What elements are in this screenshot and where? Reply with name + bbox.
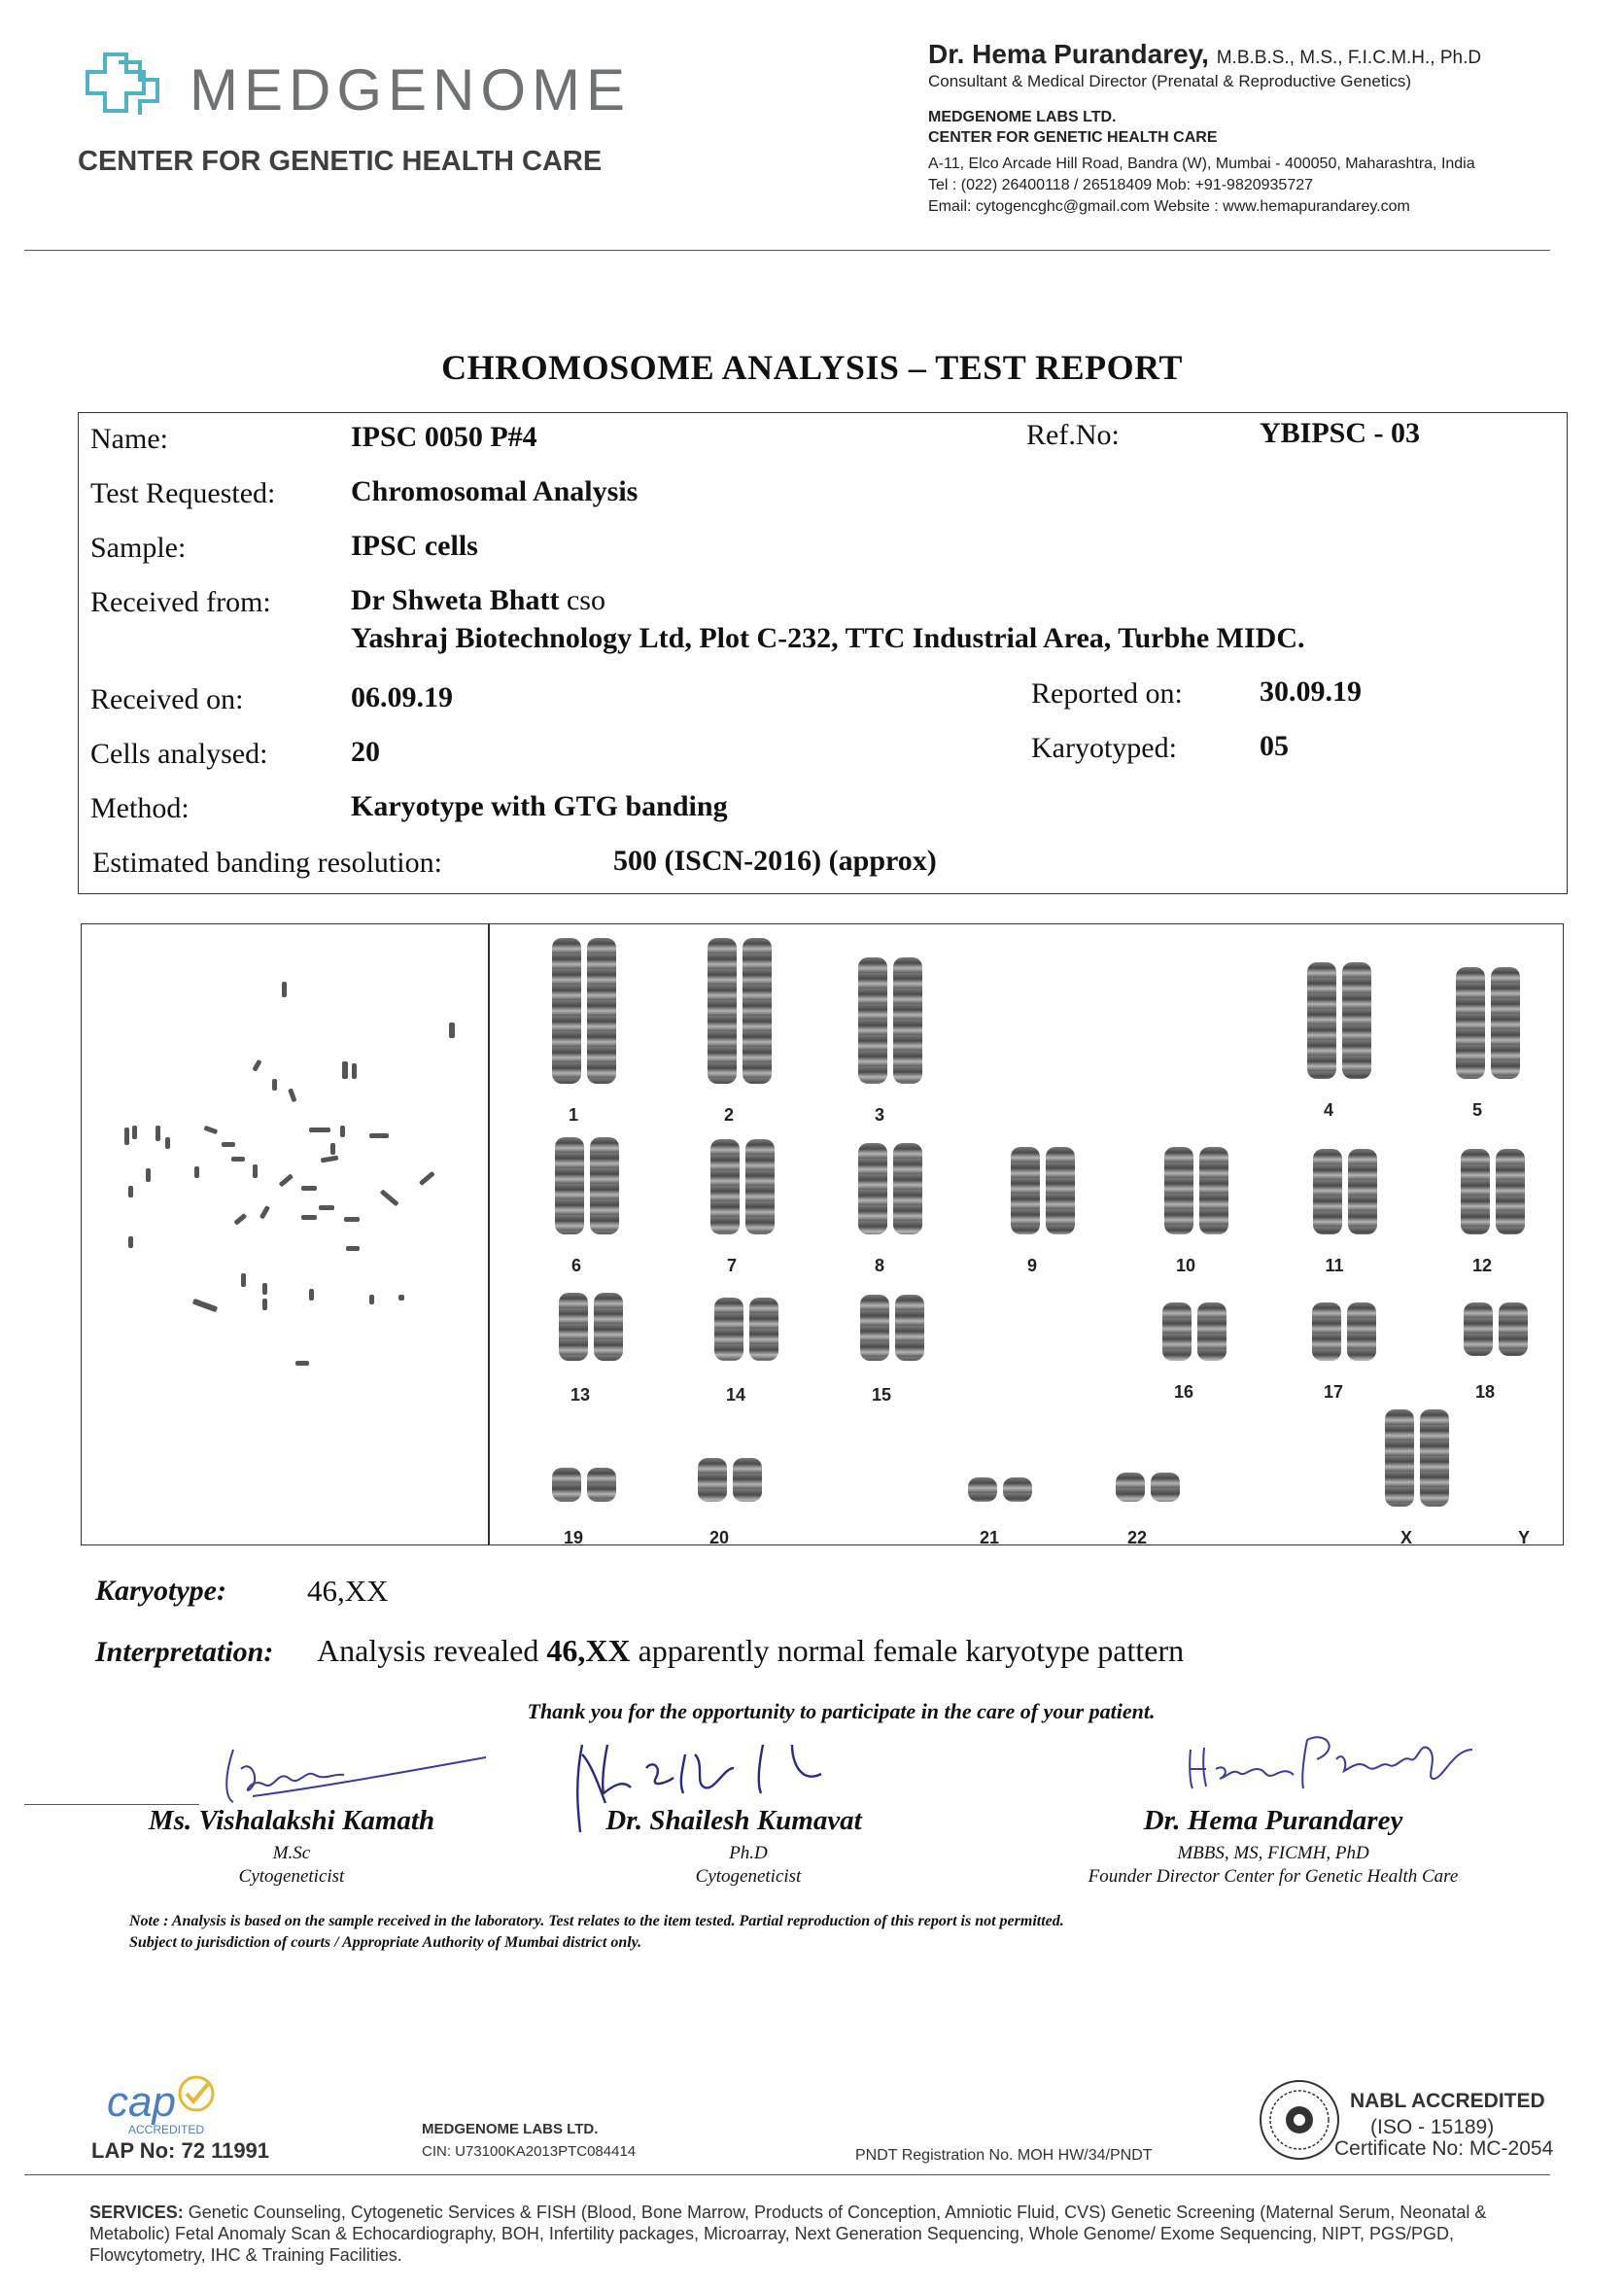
chromosome-label-22: 22 bbox=[1126, 1528, 1148, 1547]
signatory-2-title: Cytogeneticist bbox=[695, 1866, 802, 1887]
thank-you-note: Thank you for the opportunity to participate in the care of your patient. bbox=[527, 1699, 1156, 1723]
chromosome-2-homolog-2 bbox=[743, 938, 772, 1084]
resolution-value: 500 (ISCN-2016) (approx) bbox=[613, 845, 937, 877]
chromosome-3-homolog-1 bbox=[858, 957, 887, 1084]
disclaimer-note-line2: Subject to jurisdiction of courts / Appropriate Authority of Mumbai district only. bbox=[129, 1934, 642, 1951]
header-lab-name: MEDGENOME LABS LTD. bbox=[928, 109, 1117, 125]
chromosome-label-2: 2 bbox=[723, 1105, 734, 1125]
karyotyped-label: Karyotyped: bbox=[1031, 732, 1177, 764]
chromosome-label-3: 3 bbox=[874, 1105, 884, 1125]
chromosome-15-homolog-2 bbox=[895, 1295, 924, 1361]
footer-lab-name: MEDGENOME LABS LTD. bbox=[422, 2121, 599, 2137]
chromosome-label-18: 18 bbox=[1474, 1382, 1496, 1402]
patient-info-box bbox=[78, 412, 1568, 894]
cells-analysed-label: Cells analysed: bbox=[90, 738, 268, 770]
chromosome-2-homolog-1 bbox=[708, 938, 737, 1084]
ref-value: YBIPSC - 03 bbox=[1260, 417, 1421, 449]
chromosome-label-15: 15 bbox=[871, 1385, 892, 1405]
cap-accredited-text: ACCREDITED bbox=[128, 2123, 205, 2136]
chromosome-12-homolog-1 bbox=[1461, 1149, 1490, 1234]
karyotype-label: Karyotype: bbox=[95, 1575, 226, 1607]
chromosome-17-homolog-1 bbox=[1312, 1302, 1341, 1361]
medgenome-logo-icon bbox=[76, 51, 165, 121]
chromosome-20-homolog-2 bbox=[733, 1458, 762, 1502]
header-lab-center: CENTER FOR GENETIC HEALTH CARE bbox=[928, 129, 1218, 146]
doctor-role: Consultant & Medical Director (Prenatal & Reproductive Genetics) bbox=[928, 72, 1411, 90]
nabl-certificate-number: Certificate No: MC-2054 bbox=[1334, 2137, 1554, 2160]
interpretation-text bbox=[317, 1633, 1184, 1669]
services-label: SERVICES: bbox=[89, 2203, 184, 2222]
chromosome-14-homolog-1 bbox=[714, 1298, 743, 1361]
nabl-accredited-title: NABL ACCREDITED bbox=[1350, 2090, 1545, 2112]
chromosome-5-homolog-2 bbox=[1491, 967, 1520, 1079]
signatory-1-title: Cytogeneticist bbox=[238, 1866, 345, 1887]
chromosome-19-homolog-2 bbox=[587, 1468, 616, 1502]
footer-divider bbox=[24, 2174, 1550, 2175]
chromosome-16-homolog-1 bbox=[1162, 1302, 1192, 1361]
received-from-line2: Yashraj Biotechnology Ltd, Plot C-232, TTC Industrial Area, Turbhe MIDC. bbox=[351, 622, 1305, 654]
chromosome-4-homolog-1 bbox=[1307, 962, 1336, 1079]
chromosome-22-homolog-2 bbox=[1151, 1473, 1180, 1502]
chromosome-16-homolog-2 bbox=[1197, 1302, 1227, 1361]
karyogram-divider bbox=[488, 923, 490, 1545]
chromosome-11-homolog-2 bbox=[1348, 1149, 1377, 1234]
cells-analysed-value: 20 bbox=[351, 736, 380, 768]
chromosome-14-homolog-2 bbox=[749, 1298, 778, 1361]
signatory-1-name: Ms. Vishalakshi Kamath bbox=[148, 1805, 435, 1836]
name-value: IPSC 0050 P#4 bbox=[351, 421, 537, 453]
received-on-value: 06.09.19 bbox=[351, 681, 453, 713]
chromosome-label-7: 7 bbox=[726, 1256, 737, 1275]
chromosome-13-homolog-2 bbox=[594, 1293, 623, 1361]
interpretation-prefix: Analysis revealed bbox=[317, 1633, 539, 1668]
chromosome-4-homolog-2 bbox=[1342, 962, 1371, 1079]
chromosome-11-homolog-1 bbox=[1313, 1149, 1342, 1234]
cap-logo-text: cap bbox=[107, 2078, 176, 2126]
logo-subtitle: CENTER FOR GENETIC HEALTH CARE bbox=[78, 146, 603, 177]
header-email: Email: cytogencghc@gmail.com Website : www.hemapurandarey.com bbox=[928, 198, 1410, 215]
header-divider bbox=[24, 250, 1550, 251]
chromosome-label-8: 8 bbox=[874, 1256, 884, 1275]
nabl-seal-icon bbox=[1256, 2076, 1343, 2164]
received-from-line1 bbox=[351, 584, 605, 617]
chromosome-15-homolog-1 bbox=[860, 1295, 889, 1361]
chromosome-label-12: 12 bbox=[1471, 1256, 1493, 1275]
header-doctor-name bbox=[928, 39, 1481, 70]
resolution-label: Estimated banding resolution: bbox=[92, 847, 442, 879]
chromosome-x-homolog-2 bbox=[1420, 1409, 1449, 1507]
chromosome-label-1: 1 bbox=[568, 1105, 578, 1125]
interpretation-label: Interpretation: bbox=[95, 1636, 274, 1668]
chromosome-label-9: 9 bbox=[1026, 1256, 1037, 1275]
logo-wordmark: MEDGENOME bbox=[190, 57, 632, 122]
test-requested-label: Test Requested: bbox=[90, 477, 276, 509]
chromosome-17-homolog-2 bbox=[1347, 1302, 1376, 1361]
header-address: A-11, Elco Arcade Hill Road, Bandra (W), Mumbai - 400050, Maharashtra, India bbox=[928, 156, 1475, 172]
cap-check-icon bbox=[177, 2074, 216, 2113]
signatory-2-name: Dr. Shailesh Kumavat bbox=[605, 1805, 862, 1836]
signatory-3-title: Founder Director Center for Genetic Health Care bbox=[1088, 1866, 1459, 1887]
test-requested-value: Chromosomal Analysis bbox=[351, 475, 639, 507]
chromosome-label-5: 5 bbox=[1471, 1100, 1482, 1120]
reported-on-label: Reported on: bbox=[1031, 677, 1183, 710]
received-from-cso: cso bbox=[566, 584, 605, 616]
chromosome-5-homolog-1 bbox=[1456, 967, 1485, 1079]
chromosome-label-20: 20 bbox=[708, 1528, 730, 1547]
chromosome-6-homolog-2 bbox=[590, 1137, 619, 1234]
chromosome-label-19: 19 bbox=[563, 1528, 584, 1547]
services-list bbox=[89, 2202, 1547, 2266]
chromosome-1-homolog-2 bbox=[587, 938, 616, 1084]
chromosome-21-homolog-1 bbox=[968, 1477, 997, 1502]
nabl-iso-standard: (ISO - 15189) bbox=[1370, 2116, 1495, 2138]
sample-label: Sample: bbox=[90, 532, 187, 564]
chromosome-label-y: Y bbox=[1517, 1528, 1530, 1547]
chromosome-label-21: 21 bbox=[979, 1528, 1000, 1547]
chromosome-18-homolog-2 bbox=[1499, 1302, 1528, 1356]
chromosome-20-homolog-1 bbox=[698, 1458, 727, 1502]
signatory-3-name: Dr. Hema Purandarey bbox=[1143, 1805, 1403, 1836]
doctor-name-text: Dr. Hema Purandarey, bbox=[928, 39, 1209, 69]
footer-pndt-registration: PNDT Registration No. MOH HW/34/PNDT bbox=[855, 2147, 1153, 2164]
sample-value: IPSC cells bbox=[351, 530, 478, 562]
chromosome-9-homolog-2 bbox=[1046, 1147, 1075, 1234]
header-telephone: Tel : (022) 26400118 / 26518409 Mob: +91-9820935727 bbox=[928, 177, 1314, 193]
chromosome-10-homolog-1 bbox=[1164, 1147, 1193, 1234]
chromosome-label-16: 16 bbox=[1173, 1382, 1194, 1402]
chromosome-label-11: 11 bbox=[1325, 1256, 1344, 1275]
chromosome-x-homolog-1 bbox=[1385, 1409, 1414, 1507]
signatory-1-qualification: M.Sc bbox=[272, 1843, 311, 1863]
received-on-label: Received on: bbox=[90, 683, 244, 715]
signatory-3-qualification: MBBS, MS, FICMH, PhD bbox=[1177, 1843, 1369, 1863]
chromosome-label-6: 6 bbox=[570, 1256, 581, 1275]
chromosome-22-homolog-1 bbox=[1116, 1473, 1145, 1502]
karyotyped-value: 05 bbox=[1260, 730, 1289, 762]
chromosome-7-homolog-1 bbox=[710, 1139, 740, 1234]
footer-cin: CIN: U73100KA2013PTC084414 bbox=[422, 2143, 637, 2160]
signatory-2-qualification: Ph.D bbox=[729, 1843, 768, 1863]
karyotype-value: 46,XX bbox=[307, 1574, 389, 1608]
chromosome-3-homolog-2 bbox=[893, 957, 922, 1084]
method-value: Karyotype with GTG banding bbox=[351, 790, 728, 822]
chromosome-7-homolog-2 bbox=[745, 1139, 775, 1234]
received-from-label: Received from: bbox=[90, 586, 271, 618]
chromosome-8-homolog-1 bbox=[858, 1143, 887, 1234]
chromosome-label-14: 14 bbox=[725, 1385, 746, 1405]
signature-purandarey bbox=[1181, 1720, 1502, 1798]
services-text: Genetic Counseling, Cytogenetic Services & FISH (Blood, Bone Marrow, Products of Conception, Amniotic Fluid, CVS) Genetic Screening (Maternal Serum, Neonatal & Metabolic) Fetal Anomaly Scan & Echocardiography, BOH, Infertility packages, Microarray, Next Generation Sequencing, Whole Genome/ Exome Sequencing, NIPT, PGS/PGD, Flowcytometry, IHC & Training Facilities. bbox=[89, 2203, 1487, 2265]
chromosome-18-homolog-1 bbox=[1464, 1302, 1493, 1356]
ref-label: Ref.No: bbox=[1026, 419, 1120, 451]
chromosome-9-homolog-1 bbox=[1011, 1147, 1040, 1234]
lap-number: LAP No: 72 11991 bbox=[91, 2138, 270, 2163]
interpretation-suffix: apparently normal female karyotype pattern bbox=[638, 1633, 1185, 1668]
interpretation-karyotype: 46,XX bbox=[546, 1633, 631, 1668]
metaphase-spread-image bbox=[87, 962, 476, 1390]
report-title: CHROMOSOME ANALYSIS – TEST REPORT bbox=[441, 348, 1183, 387]
chromosome-21-homolog-2 bbox=[1003, 1477, 1032, 1502]
chromosome-label-x: X bbox=[1399, 1528, 1412, 1547]
chromosome-12-homolog-2 bbox=[1496, 1149, 1525, 1234]
chromosome-1-homolog-1 bbox=[552, 938, 581, 1084]
chromosome-6-homolog-1 bbox=[555, 1137, 584, 1234]
chromosome-label-13: 13 bbox=[570, 1385, 591, 1405]
received-from-doctor: Dr Shweta Bhatt bbox=[351, 584, 560, 616]
disclaimer-note-line1: Note : Analysis is based on the sample received in the laboratory. Test relates to the item tested. Partial reproduction of this report is not permitted. bbox=[129, 1913, 1064, 1929]
chromosome-10-homolog-2 bbox=[1199, 1147, 1228, 1234]
chromosome-label-10: 10 bbox=[1175, 1256, 1196, 1275]
reported-on-value: 30.09.19 bbox=[1260, 676, 1362, 708]
cap-accreditation-logo bbox=[107, 2078, 204, 2136]
chromosome-8-homolog-2 bbox=[893, 1143, 922, 1234]
chromosome-19-homolog-1 bbox=[552, 1468, 581, 1502]
method-label: Method: bbox=[90, 792, 190, 824]
chromosome-label-17: 17 bbox=[1323, 1382, 1344, 1402]
chromosome-label-4: 4 bbox=[1323, 1100, 1333, 1120]
chromosome-13-homolog-1 bbox=[559, 1293, 588, 1361]
name-label: Name: bbox=[90, 423, 168, 455]
doctor-degrees: M.B.B.S., M.S., F.I.C.M.H., Ph.D bbox=[1216, 48, 1482, 68]
